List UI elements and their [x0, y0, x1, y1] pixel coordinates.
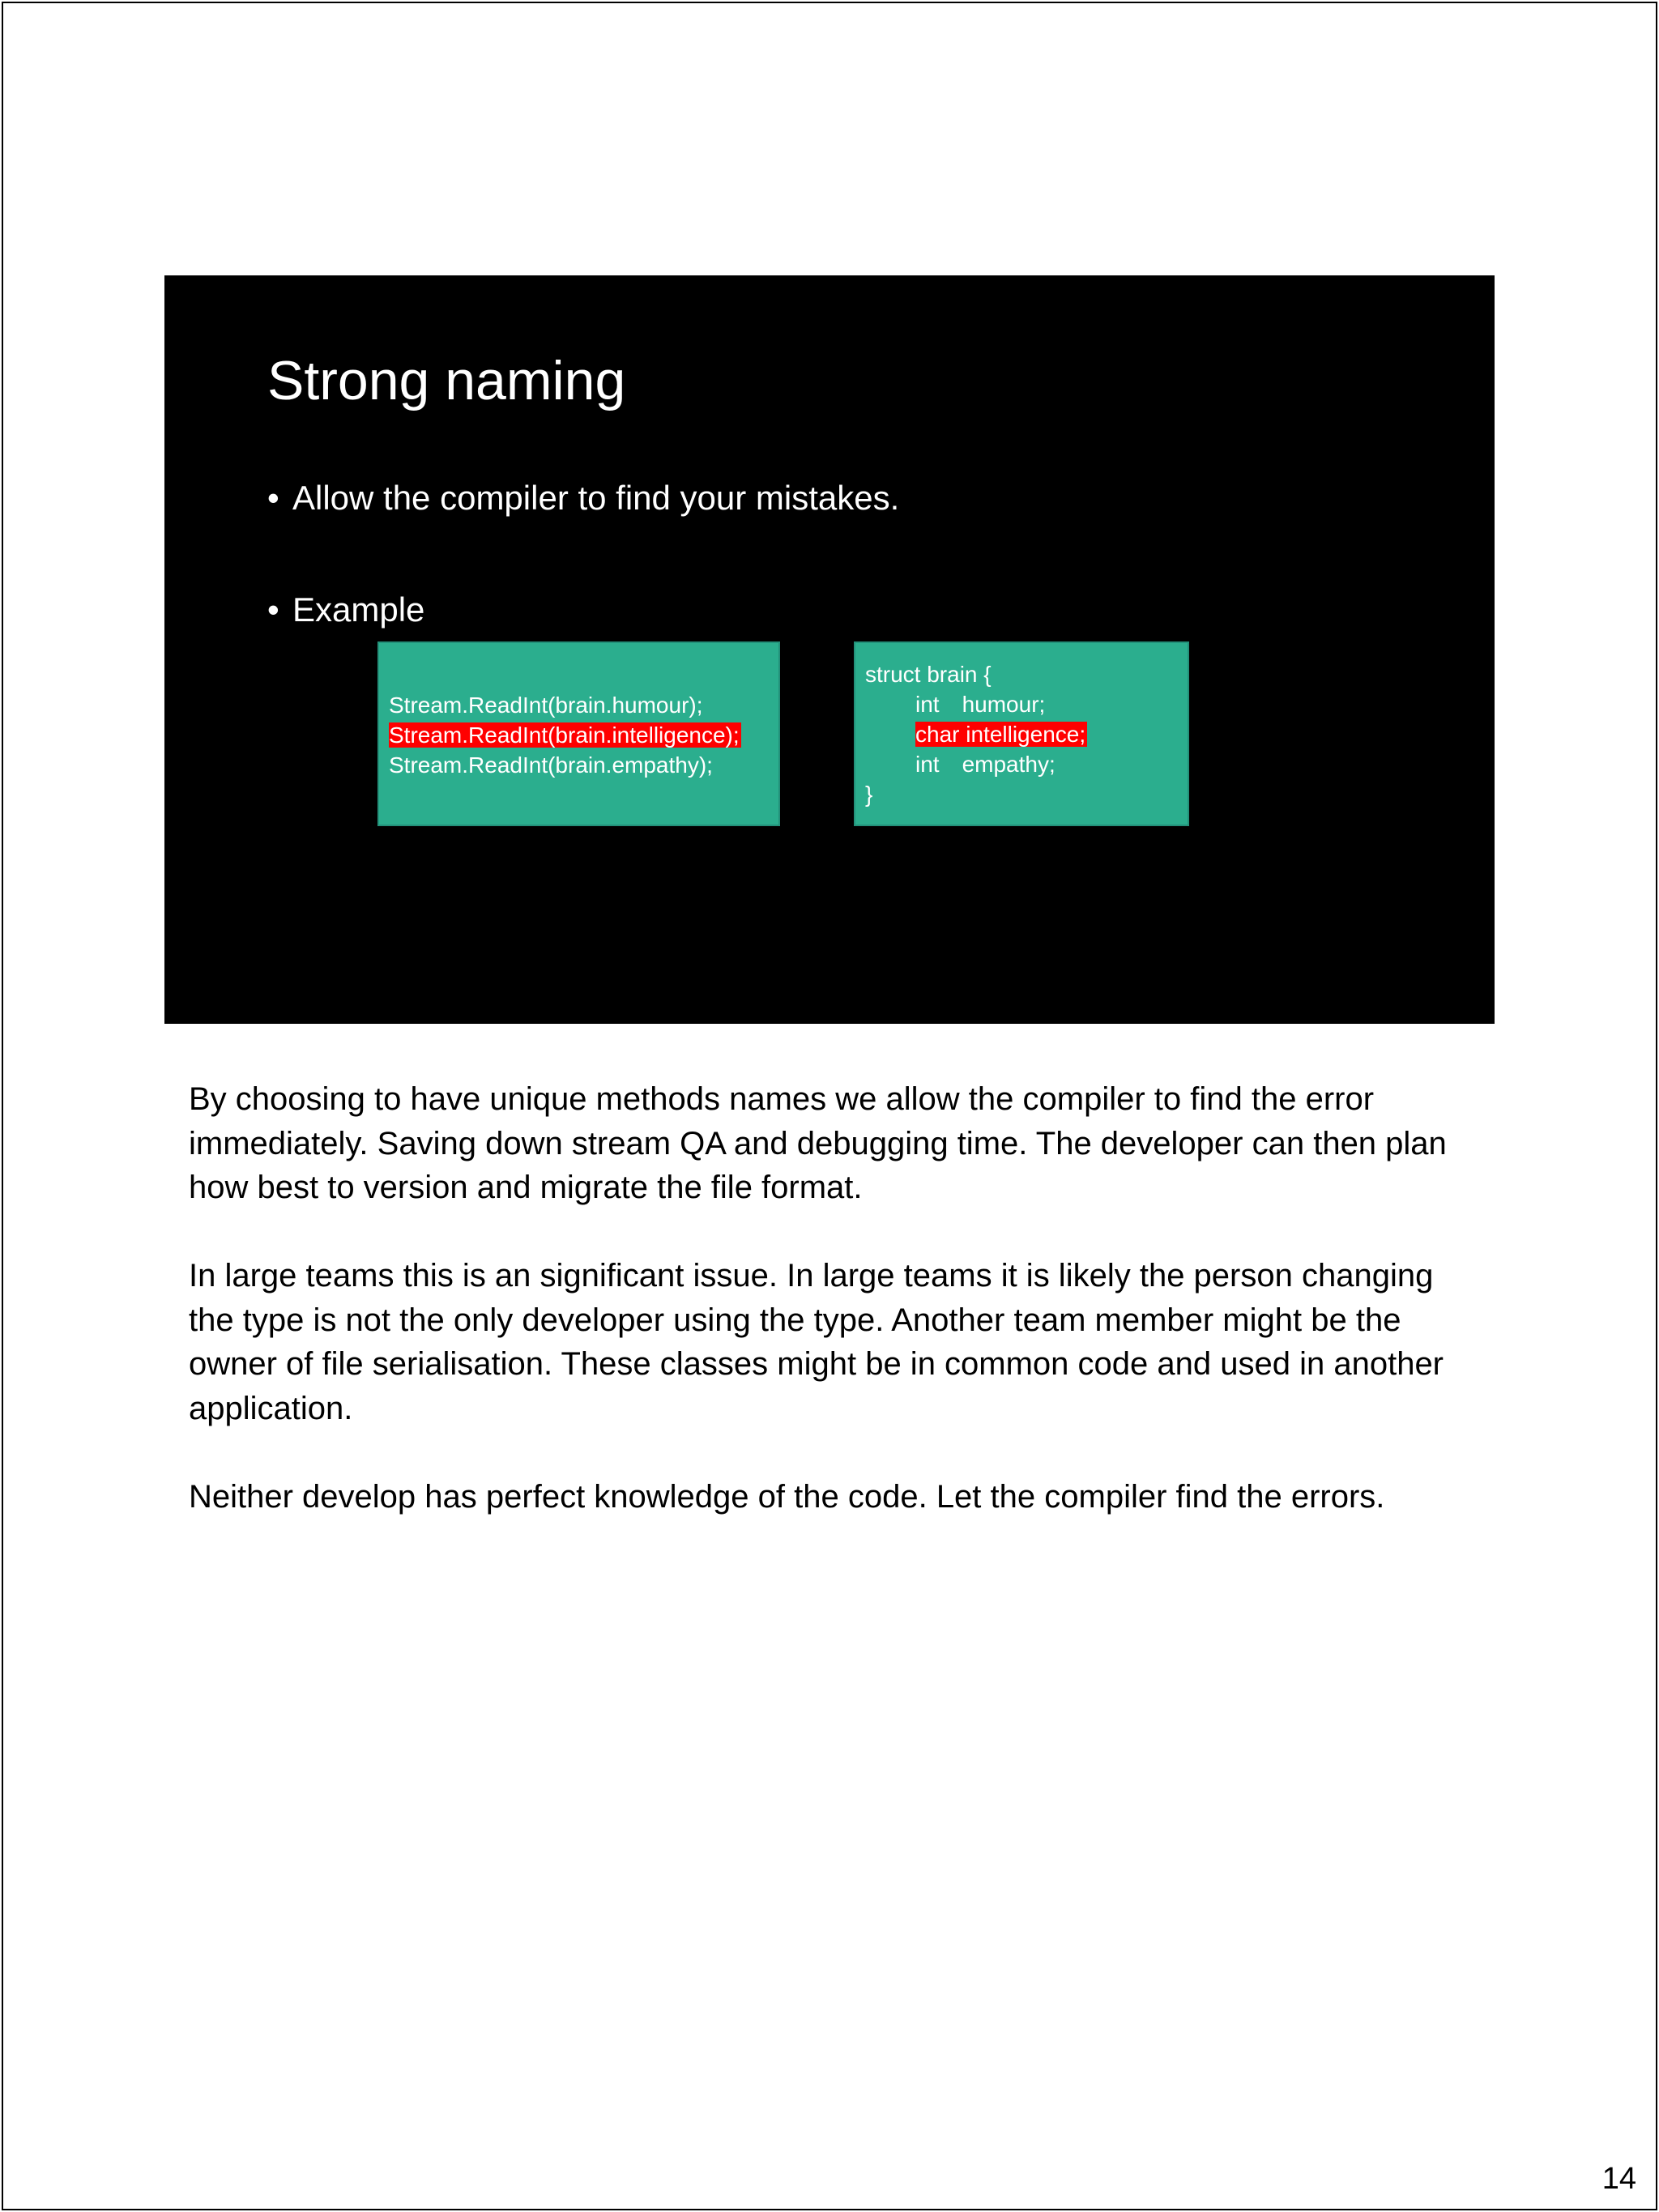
field-type: int [915, 692, 940, 717]
struct-field-humour [865, 689, 1188, 719]
field-name: intelligence; [966, 722, 1086, 747]
struct-field-empathy [865, 749, 1188, 779]
notes-paragraph-1: By choosing to have unique methods names we allow the compiler to find the error immediately. Saving down stream QA and debugging time. The developer can then plan how best to version and migrate the file format. [189, 1081, 1447, 1205]
bullet-glyph: • [267, 479, 279, 517]
speaker-notes [189, 1077, 1485, 1563]
field-name: empathy; [962, 752, 1056, 777]
code-box-struct [854, 641, 1189, 826]
bullet-glyph: • [267, 590, 279, 629]
struct-field-intelligence [865, 719, 1188, 749]
code-line-intelligence [389, 720, 778, 750]
notes-paragraph-2: In large teams this is an significant issue. In large teams it is likely the person changing the type is not the only developer using the type. Another team member might be the owner of file serialisation. These classes might be in common code and used in another application. [189, 1258, 1444, 1426]
struct-close: } [865, 782, 873, 807]
slide-thumbnail [164, 275, 1495, 1024]
page-number: 14 [1601, 2162, 1636, 2196]
field-name: humour; [962, 692, 1046, 717]
code-line-empathy: Stream.ReadInt(brain.empathy); [389, 752, 713, 778]
notes-paragraph-3: Neither develop has perfect knowledge of the code. Let the compiler find the errors. [189, 1478, 1385, 1515]
code-box-read-calls [377, 641, 780, 826]
slide-title: Strong naming [267, 350, 626, 411]
bullet-text: Example [292, 590, 425, 629]
bullet-compiler-mistakes [267, 481, 899, 515]
error-highlight [915, 722, 1087, 747]
code-line-humour: Stream.ReadInt(brain.humour); [389, 693, 703, 718]
error-highlight: Stream.ReadInt(brain.intelligence); [389, 722, 740, 748]
bullet-text: Allow the compiler to find your mistakes. [292, 479, 900, 517]
field-type: int [915, 752, 940, 777]
field-type: char [915, 722, 960, 747]
bullet-example [267, 590, 425, 629]
struct-open: struct brain { [865, 662, 992, 687]
